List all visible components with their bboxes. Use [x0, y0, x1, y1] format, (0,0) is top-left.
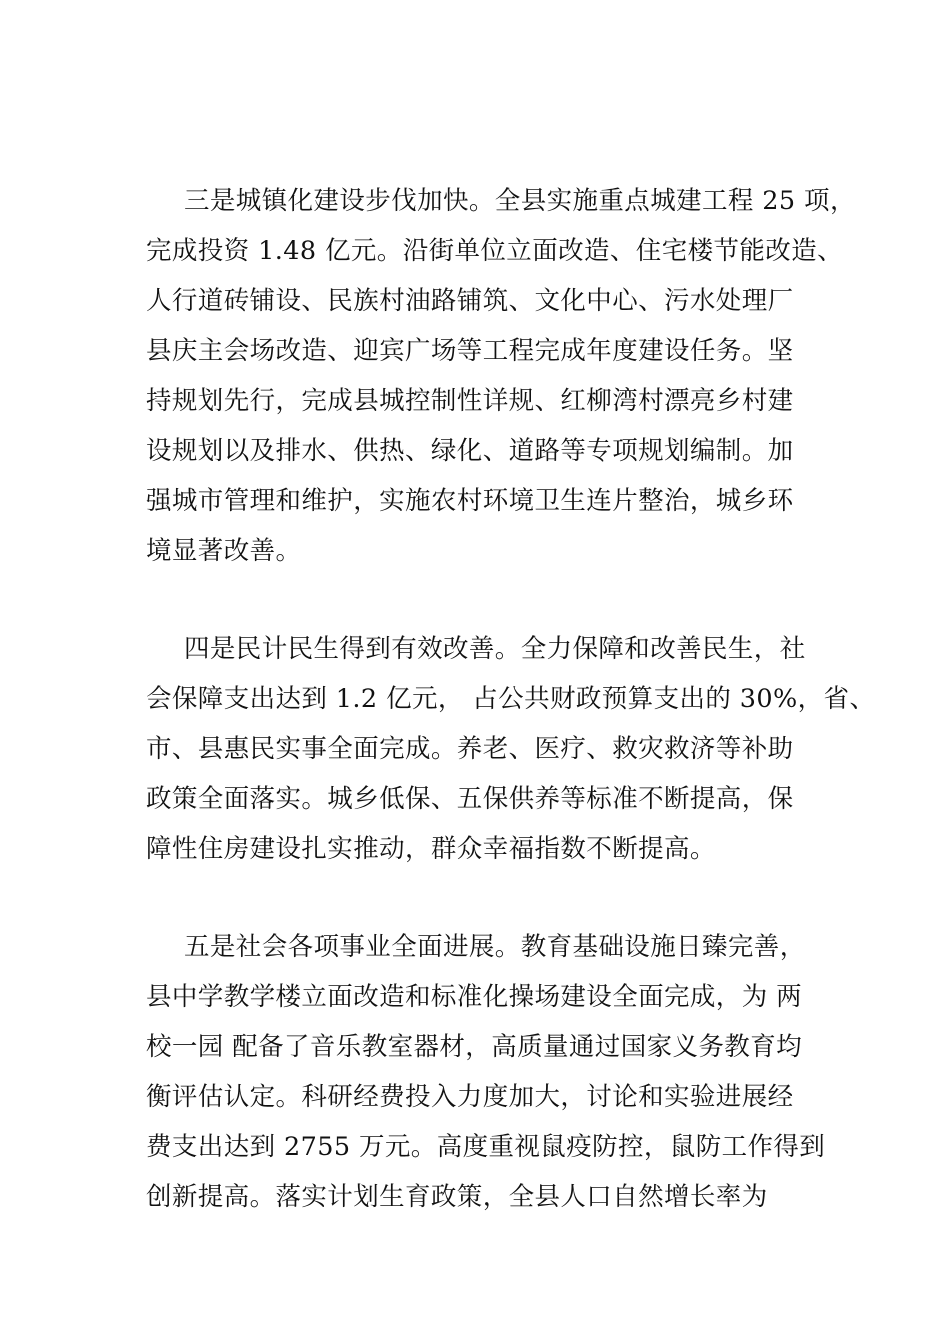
paragraph-line: 五是社会各项事业全面进展。教育基础设施日臻完善， [184, 932, 806, 962]
paragraph-line: 费支出达到 2755 万元。高度重视鼠疫防控，鼠防工作得到 [146, 1132, 826, 1162]
paragraph-line: 境显著改善。 [146, 536, 302, 566]
paragraph-line: 四是民计民生得到有效改善。全力保障和改善民生，社 [184, 634, 806, 664]
paragraph-line: 设规划以及排水、供热、绿化、道路等专项规划编制。加 [146, 436, 794, 466]
paragraph-line: 会保障支出达到 1.2 亿元， 占公共财政预算支出的 30%，省、 [146, 684, 876, 714]
paragraph-line: 完成投资 1.48 亿元。沿街单位立面改造、住宅楼节能改造、 [146, 236, 843, 266]
paragraph-line: 持规划先行，完成县城控制性详规、红柳湾村漂亮乡村建 [146, 386, 794, 416]
paragraph-line: 校一园 配备了音乐教室器材，高质量通过国家义务教育均 [146, 1032, 803, 1062]
paragraph-line: 衡评估认定。科研经费投入力度加大，讨论和实验进展经 [146, 1082, 794, 1112]
paragraph-line: 市、县惠民实事全面完成。养老、医疗、救灾救济等补助 [146, 734, 794, 764]
paragraph-line: 政策全面落实。城乡低保、五保供养等标准不断提高，保 [146, 784, 794, 814]
paragraph-line: 强城市管理和维护，实施农村环境卫生连片整治，城乡环 [146, 486, 794, 516]
paragraph-line: 人行道砖铺设、民族村油路铺筑、文化中心、污水处理厂 [146, 286, 794, 316]
paragraph-line: 障性住房建设扎实推动，群众幸福指数不断提高。 [146, 834, 716, 864]
paragraph-line: 三是城镇化建设步伐加快。全县实施重点城建工程 25 项， [184, 186, 856, 216]
paragraph-line: 创新提高。落实计划生育政策，全县人口自然增长率为 [146, 1182, 768, 1212]
paragraph-line: 县中学教学楼立面改造和标准化操场建设全面完成，为 两 [146, 982, 803, 1012]
paragraph-line: 县庆主会场改造、迎宾广场等工程完成年度建设任务。坚 [146, 336, 794, 366]
